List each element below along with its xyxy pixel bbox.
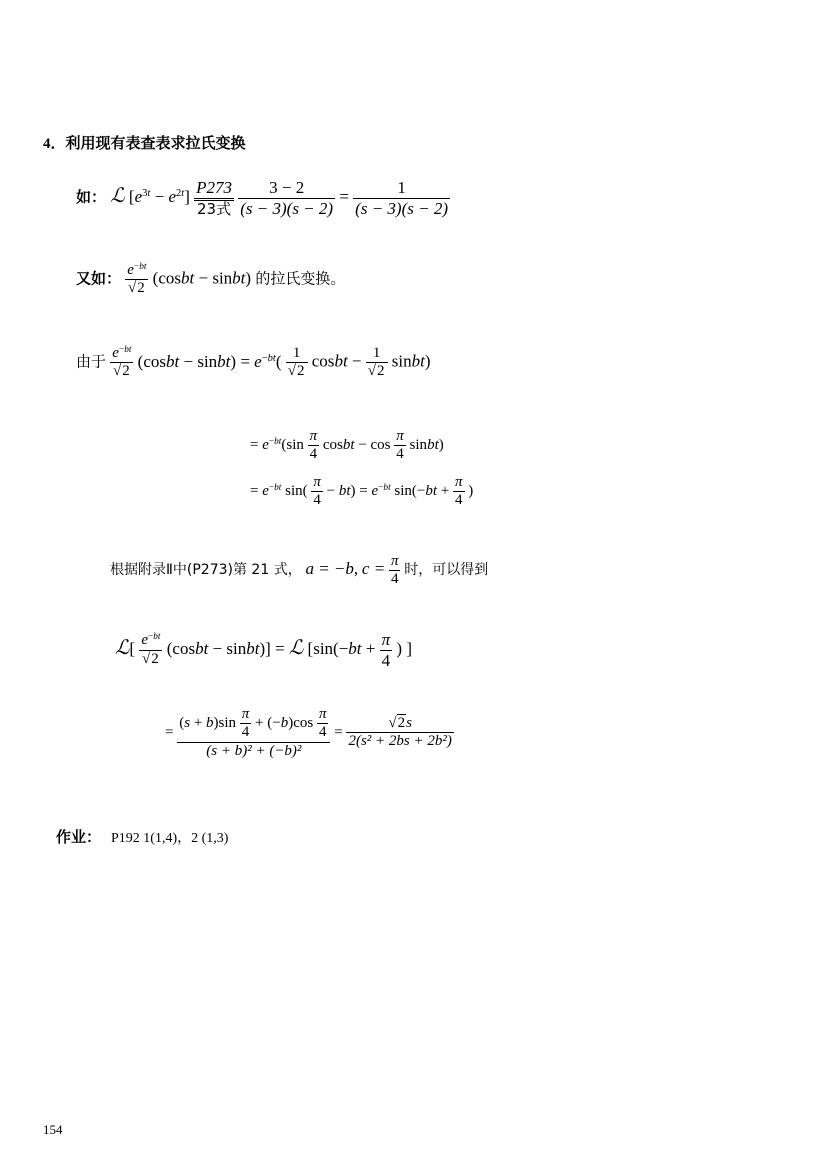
condition-c: c = (361, 559, 386, 579)
result-line-1: ℒ[ $\frac{e^{-bt}}{√2}$ (cosbt − sinbt)] = ℒ [sin(−bt + $\frac{\pi}{4}$ ) ] (115, 630, 412, 670)
appendix-reference (110, 553, 488, 589)
four: 4 (309, 446, 318, 463)
intermediate-fraction (238, 178, 335, 218)
exp-over-root2: $\frac{e^{-bt}}{√2}$ (141, 632, 161, 667)
one: 1 (286, 345, 308, 363)
derivation-intro: 由于 (76, 352, 107, 371)
page-number: 154 (43, 1122, 63, 1137)
derivation-line-1: 由于 $\frac{e^{-bt}}{√2}$ (cosbt − sinbt) = $e^{-bt}$( $\frac{1}{√2}$ cosbt − $\frac{1}{√2}$ sinbt) (76, 344, 431, 380)
example-2-label: 又如： (76, 269, 122, 288)
reference-text-before: 根据附录Ⅱ中(P273)第 21 式， (110, 562, 302, 579)
four: 4 (318, 724, 327, 741)
homework-label: 作业： (56, 828, 102, 846)
pi-over-4 (394, 428, 406, 464)
one-over-root2: $\frac{1}{√2}$ (366, 345, 388, 381)
four: 4 (241, 724, 250, 741)
pi-over-4 (380, 630, 393, 670)
reference-text-after: 时，可以得到 (404, 562, 489, 579)
example-1-equation: 如： ℒ $[e^{3t} - e^{2t}]$ $\frac{P273}{\text{23式}}$ $\frac{3 - 2}{(s - 3)(s - 2)}$ = $\frac{1}{(s - 3)(s - 2)}$ (76, 178, 448, 218)
pi: π (381, 630, 391, 649)
laplace-symbol: ℒ (110, 184, 125, 207)
homework (56, 826, 228, 847)
pi-over-4 (453, 474, 465, 510)
result-right-denominator: 2(s² + 2bs + 2b²) (348, 733, 452, 750)
pi: π (453, 474, 465, 492)
homework-content: P192 1(1,4)，2 (1,3) (111, 831, 229, 846)
pi-over-4 (308, 428, 320, 464)
pi: π (240, 706, 252, 724)
pi: π (311, 474, 323, 492)
formula-reference: 23式 (197, 199, 232, 218)
result-denominator: (s − 3)(s − 2) (355, 198, 448, 218)
intermediate-denominator: (s − 3)(s − 2) (240, 198, 334, 218)
derivation-line-3: = $e^{-bt}$ sin( $\frac{\pi}{4}$ − $bt) = e^{-bt}$ sin(−bt + $\frac{\pi}{4}$ ) (250, 474, 474, 509)
pi: π (394, 428, 406, 446)
example-2-statement: 又如： $\frac{e^{-bt}}{√2}$ (cosbt − sinbt) 的拉氏变换。 (76, 261, 346, 297)
four: 4 (455, 492, 463, 509)
condition-a: a = −b, (305, 559, 359, 579)
four: 4 (313, 492, 321, 509)
pi-over-4 (389, 553, 401, 589)
section-heading (43, 132, 246, 153)
result-right-numerator: s (406, 715, 412, 732)
pi-over-4 (317, 706, 329, 742)
section-number: 4． (43, 136, 66, 152)
result-fraction (353, 178, 450, 218)
result-left-fraction: (s + b)sin $\frac{\pi}{4}$ + (−b)cos $\frac{\pi}{4}$ (s + b)² + (−b)² (177, 706, 330, 760)
result-right-fraction: $\frac{√2s}{\text{2(s² + 2bs + 2b²)}}$ (348, 715, 452, 750)
table-reference: P273 (194, 178, 234, 201)
one: 1 (366, 345, 388, 363)
result-numerator: 1 (353, 178, 450, 199)
laplace-symbol: ℒ (288, 636, 304, 659)
example-2-fraction: $\frac{e^{-bt}}{√2}$ (127, 261, 147, 297)
example-1-label: 如： (76, 187, 107, 206)
intermediate-numerator: 3 − 2 (238, 178, 335, 199)
four: 4 (381, 650, 391, 670)
pi-over-4 (311, 474, 323, 510)
result-left-denominator: (s + b)² + (−b)² (206, 742, 302, 759)
four: 4 (396, 446, 404, 463)
laplace-symbol: ℒ (115, 636, 130, 659)
pi: π (317, 706, 329, 724)
exp-over-root2: $\frac{e^{-bt}}{√2}$ (112, 344, 132, 380)
derivation-line-2: = $e^{-bt}(\sin$ $\frac{\pi}{4}$ cosbt − cos $\frac{\pi}{4}$ sinbt) (250, 428, 444, 463)
four: 4 (390, 571, 399, 588)
one-over-root2: $\frac{1}{√2}$ (286, 345, 308, 381)
table-lookup-arrow (194, 178, 234, 218)
section-title: 利用现有表查表求拉氏变换 (65, 134, 246, 152)
example-2-tail: 的拉氏变换。 (255, 269, 346, 288)
pi: π (308, 428, 320, 446)
result-line-2: = (s + b)sin $\frac{\pi}{4}$ + (−b)cos $\frac{\pi}{4}$ (s + b)² + (−b)² = $\frac{√2s}{\text{2(s² + 2bs + 2b²)}}$ (165, 706, 452, 759)
pi-over-4 (240, 706, 252, 742)
pi: π (389, 553, 401, 571)
